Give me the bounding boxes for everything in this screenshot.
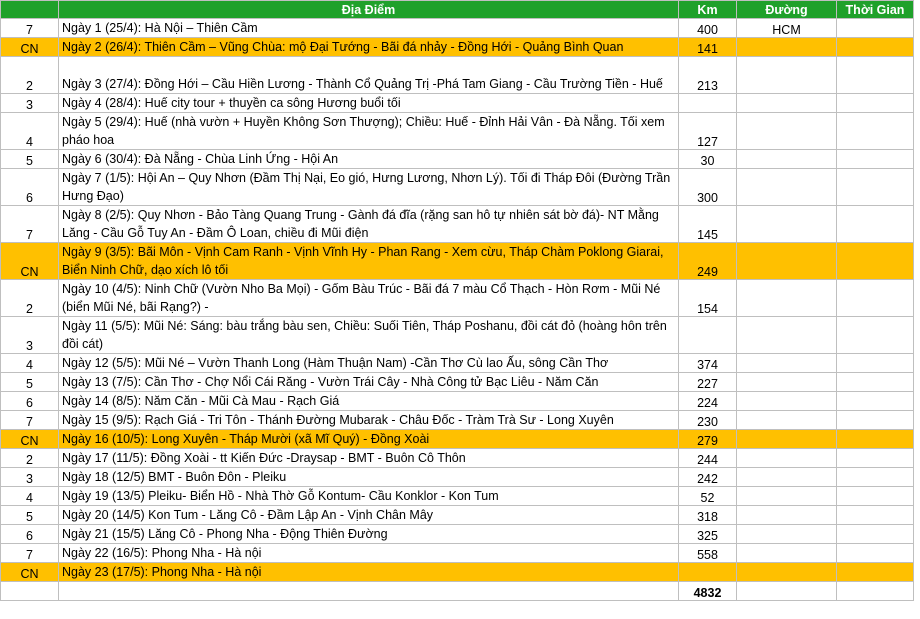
total-road-cell[interactable] bbox=[737, 582, 837, 601]
road-cell[interactable] bbox=[737, 280, 837, 317]
table-row bbox=[1, 206, 914, 243]
km-cell[interactable]: 279 bbox=[679, 430, 737, 449]
day-cell[interactable]: 7 bbox=[1, 19, 59, 38]
road-cell[interactable] bbox=[737, 373, 837, 392]
place-cell[interactable]: Ngày 22 (16/5): Phong Nha - Hà nội bbox=[59, 544, 679, 563]
total-km-cell[interactable]: 4832 bbox=[679, 582, 737, 601]
total-day-cell[interactable] bbox=[1, 582, 59, 601]
day-cell[interactable]: 4 bbox=[1, 487, 59, 506]
time-cell[interactable] bbox=[837, 206, 914, 243]
time-cell[interactable] bbox=[837, 243, 914, 280]
day-cell[interactable]: 3 bbox=[1, 468, 59, 487]
day-cell[interactable]: CN bbox=[1, 563, 59, 582]
header-km[interactable]: Km bbox=[679, 1, 737, 19]
place-cell[interactable]: Ngày 14 (8/5): Năm Căn - Mũi Cà Mau - Rạch Giá bbox=[59, 392, 679, 411]
day-cell[interactable]: 4 bbox=[1, 354, 59, 373]
time-cell[interactable] bbox=[837, 280, 914, 317]
day-cell[interactable]: 5 bbox=[1, 150, 59, 169]
table-row bbox=[1, 94, 914, 113]
road-cell[interactable] bbox=[737, 243, 837, 280]
place-cell[interactable]: Ngày 1 (25/4): Hà Nội – Thiên Cầm bbox=[59, 19, 679, 38]
table-row bbox=[1, 280, 914, 317]
road-cell[interactable] bbox=[737, 113, 837, 150]
time-cell[interactable] bbox=[837, 411, 914, 430]
day-cell[interactable]: CN bbox=[1, 38, 59, 57]
km-cell[interactable] bbox=[679, 317, 737, 354]
km-cell[interactable]: 213 bbox=[679, 57, 737, 94]
day-cell[interactable]: 2 bbox=[1, 449, 59, 468]
table-row bbox=[1, 563, 914, 582]
road-cell[interactable] bbox=[737, 392, 837, 411]
road-cell[interactable] bbox=[737, 317, 837, 354]
km-cell[interactable]: 230 bbox=[679, 411, 737, 430]
road-cell[interactable] bbox=[737, 169, 837, 206]
km-cell[interactable]: 325 bbox=[679, 525, 737, 544]
day-cell[interactable]: 2 bbox=[1, 57, 59, 94]
day-cell[interactable]: 2 bbox=[1, 280, 59, 317]
day-cell[interactable]: 3 bbox=[1, 94, 59, 113]
day-cell[interactable]: 6 bbox=[1, 392, 59, 411]
km-cell[interactable]: 141 bbox=[679, 38, 737, 57]
place-cell[interactable]: Ngày 13 (7/5): Cần Thơ - Chợ Nổi Cái Răng - Vườn Trái Cây - Nhà Công tử Bạc Liêu - Năm Căn bbox=[59, 373, 679, 392]
time-cell[interactable] bbox=[837, 150, 914, 169]
place-cell[interactable]: Ngày 10 (4/5): Ninh Chữ (Vườn Nho Ba Mọi) - Gốm Bàu Trúc - Bãi đá 7 màu Cổ Thạch - Hòn Rơm - Mũi Né (biển Mũi Né, bãi Rạng?) - bbox=[59, 280, 679, 317]
day-cell[interactable]: 6 bbox=[1, 525, 59, 544]
road-cell[interactable] bbox=[737, 506, 837, 525]
km-cell[interactable]: 127 bbox=[679, 113, 737, 150]
total-time-cell[interactable] bbox=[837, 582, 914, 601]
table-row bbox=[1, 317, 914, 354]
table-row bbox=[1, 150, 914, 169]
table-row bbox=[1, 449, 914, 468]
road-cell[interactable] bbox=[737, 38, 837, 57]
road-cell[interactable] bbox=[737, 206, 837, 243]
table-row bbox=[1, 468, 914, 487]
km-cell[interactable]: 558 bbox=[679, 544, 737, 563]
table-row bbox=[1, 411, 914, 430]
km-cell[interactable]: 318 bbox=[679, 506, 737, 525]
time-cell[interactable] bbox=[837, 449, 914, 468]
header-day[interactable] bbox=[1, 1, 59, 19]
day-cell[interactable]: 7 bbox=[1, 411, 59, 430]
table-row bbox=[1, 392, 914, 411]
km-cell[interactable]: 244 bbox=[679, 449, 737, 468]
road-cell[interactable]: HCM bbox=[737, 19, 837, 38]
time-cell[interactable] bbox=[837, 392, 914, 411]
time-cell[interactable] bbox=[837, 169, 914, 206]
road-cell[interactable] bbox=[737, 94, 837, 113]
time-cell[interactable] bbox=[837, 38, 914, 57]
time-cell[interactable] bbox=[837, 94, 914, 113]
header-row bbox=[1, 1, 914, 19]
total-row bbox=[1, 582, 914, 601]
place-cell[interactable]: Ngày 15 (9/5): Rạch Giá - Tri Tôn - Thánh Đường Mubarak - Châu Đốc - Tràm Trà Sư - Long Xuyên bbox=[59, 411, 679, 430]
day-cell[interactable]: CN bbox=[1, 243, 59, 280]
place-cell[interactable]: Ngày 11 (5/5): Mũi Né: Sáng: bàu trắng bàu sen, Chiều: Suối Tiên, Tháp Poshanu, đồi cát đỏ (hoàng hôn trên đồi cát) bbox=[59, 317, 679, 354]
km-cell[interactable]: 300 bbox=[679, 169, 737, 206]
time-cell[interactable] bbox=[837, 373, 914, 392]
table-row bbox=[1, 19, 914, 38]
road-cell[interactable] bbox=[737, 563, 837, 582]
time-cell[interactable] bbox=[837, 113, 914, 150]
place-cell[interactable]: Ngày 6 (30/4): Đà Nẵng - Chùa Linh Ứng - Hội An bbox=[59, 150, 679, 169]
time-cell[interactable] bbox=[837, 487, 914, 506]
place-cell[interactable]: Ngày 7 (1/5): Hội An – Quy Nhơn (Đầm Thị Nại, Eo gió, Hưng Lương, Nhơn Lý). Tối đi Tháp Đôi (Đường Trần Hưng Đạo) bbox=[59, 169, 679, 206]
table-row bbox=[1, 57, 914, 94]
table-row bbox=[1, 506, 914, 525]
km-cell[interactable]: 227 bbox=[679, 373, 737, 392]
km-cell[interactable]: 242 bbox=[679, 468, 737, 487]
place-cell[interactable]: Ngày 3 (27/4): Đồng Hới – Cầu Hiền Lương - Thành Cổ Quảng Trị -Phá Tam Giang - Cầu Trường Tiền - Huế bbox=[59, 57, 679, 94]
table-row bbox=[1, 243, 914, 280]
time-cell[interactable] bbox=[837, 430, 914, 449]
km-cell[interactable] bbox=[679, 94, 737, 113]
km-cell[interactable]: 52 bbox=[679, 487, 737, 506]
road-cell[interactable] bbox=[737, 468, 837, 487]
place-cell[interactable]: Ngày 16 (10/5): Long Xuyên - Tháp Mười (xã Mĩ Quý) - Đồng Xoài bbox=[59, 430, 679, 449]
time-cell[interactable] bbox=[837, 506, 914, 525]
time-cell[interactable] bbox=[837, 563, 914, 582]
place-cell[interactable]: Ngày 4 (28/4): Huế city tour + thuyền ca sông Hương buổi tối bbox=[59, 94, 679, 113]
place-cell[interactable]: Ngày 2 (26/4): Thiên Cầm – Vũng Chùa: mộ Đại Tướng - Bãi đá nhảy - Đồng Hới - Quảng Bình Quan bbox=[59, 38, 679, 57]
day-cell[interactable]: 7 bbox=[1, 206, 59, 243]
table-row bbox=[1, 430, 914, 449]
day-cell[interactable]: 5 bbox=[1, 506, 59, 525]
road-cell[interactable] bbox=[737, 449, 837, 468]
road-cell[interactable] bbox=[737, 57, 837, 94]
day-cell[interactable]: 3 bbox=[1, 317, 59, 354]
time-cell[interactable] bbox=[837, 525, 914, 544]
day-cell[interactable]: 6 bbox=[1, 169, 59, 206]
km-cell[interactable]: 154 bbox=[679, 280, 737, 317]
header-road[interactable]: Đường bbox=[737, 1, 837, 19]
place-cell[interactable]: Ngày 19 (13/5) Pleiku- Biển Hồ - Nhà Thờ Gỗ Kontum- Cầu Konklor - Kon Tum bbox=[59, 487, 679, 506]
place-cell[interactable]: Ngày 17 (11/5): Đồng Xoài - tt Kiến Đức -Draysap - BMT - Buôn Cô Thôn bbox=[59, 449, 679, 468]
time-cell[interactable] bbox=[837, 317, 914, 354]
road-cell[interactable] bbox=[737, 150, 837, 169]
place-cell[interactable]: Ngày 21 (15/5) Lăng Cô - Phong Nha - Động Thiên Đường bbox=[59, 525, 679, 544]
road-cell[interactable] bbox=[737, 487, 837, 506]
table-row bbox=[1, 38, 914, 57]
km-cell[interactable] bbox=[679, 563, 737, 582]
header-time[interactable]: Thời Gian bbox=[837, 1, 914, 19]
km-cell[interactable]: 224 bbox=[679, 392, 737, 411]
time-cell[interactable] bbox=[837, 57, 914, 94]
road-cell[interactable] bbox=[737, 411, 837, 430]
time-cell[interactable] bbox=[837, 544, 914, 563]
table-row bbox=[1, 354, 914, 373]
km-cell[interactable]: 400 bbox=[679, 19, 737, 38]
table-row bbox=[1, 525, 914, 544]
place-cell[interactable]: Ngày 12 (5/5): Mũi Né – Vườn Thanh Long (Hàm Thuận Nam) -Cần Thơ Cù lao Ấu, sông Cần Thơ bbox=[59, 354, 679, 373]
place-cell[interactable]: Ngày 8 (2/5): Quy Nhơn - Bảo Tàng Quang Trung - Gành đá đĩa (rặng san hô tự nhiên sát bờ đá)- NT Mằng Lăng - Cầu Gỗ Tuy An - Đầm Ô Loan, chiều đi Mũi điện bbox=[59, 206, 679, 243]
road-cell[interactable] bbox=[737, 430, 837, 449]
km-cell[interactable]: 30 bbox=[679, 150, 737, 169]
time-cell[interactable] bbox=[837, 19, 914, 38]
table-row bbox=[1, 544, 914, 563]
table-row bbox=[1, 373, 914, 392]
km-cell[interactable]: 374 bbox=[679, 354, 737, 373]
road-cell[interactable] bbox=[737, 354, 837, 373]
table-row bbox=[1, 169, 914, 206]
place-cell[interactable]: Ngày 18 (12/5) BMT - Buôn Đôn - Pleiku bbox=[59, 468, 679, 487]
table-row bbox=[1, 113, 914, 150]
total-place-cell[interactable] bbox=[59, 582, 679, 601]
road-cell[interactable] bbox=[737, 544, 837, 563]
place-cell[interactable]: Ngày 20 (14/5) Kon Tum - Lăng Cô - Đầm Lập An - Vịnh Chân Mây bbox=[59, 506, 679, 525]
time-cell[interactable] bbox=[837, 468, 914, 487]
place-cell[interactable]: Ngày 23 (17/5): Phong Nha - Hà nội bbox=[59, 563, 679, 582]
day-cell[interactable]: CN bbox=[1, 430, 59, 449]
road-cell[interactable] bbox=[737, 525, 837, 544]
km-cell[interactable]: 145 bbox=[679, 206, 737, 243]
table-row bbox=[1, 487, 914, 506]
time-cell[interactable] bbox=[837, 354, 914, 373]
day-cell[interactable]: 4 bbox=[1, 113, 59, 150]
km-cell[interactable]: 249 bbox=[679, 243, 737, 280]
header-place[interactable]: Địa Điểm bbox=[59, 1, 679, 19]
day-cell[interactable]: 7 bbox=[1, 544, 59, 563]
place-cell[interactable]: Ngày 9 (3/5): Bãi Môn - Vịnh Cam Ranh - Vịnh Vĩnh Hy - Phan Rang - Xem cừu, Tháp Chàm Poklong Giarai, Biển Ninh Chữ, dạo xích lô tối bbox=[59, 243, 679, 280]
day-cell[interactable]: 5 bbox=[1, 373, 59, 392]
place-cell[interactable]: Ngày 5 (29/4): Huế (nhà vườn + Huyền Không Sơn Thượng); Chiều: Huế - Đỉnh Hải Vân - Đà Nẵng. Tối xem pháo hoa bbox=[59, 113, 679, 150]
